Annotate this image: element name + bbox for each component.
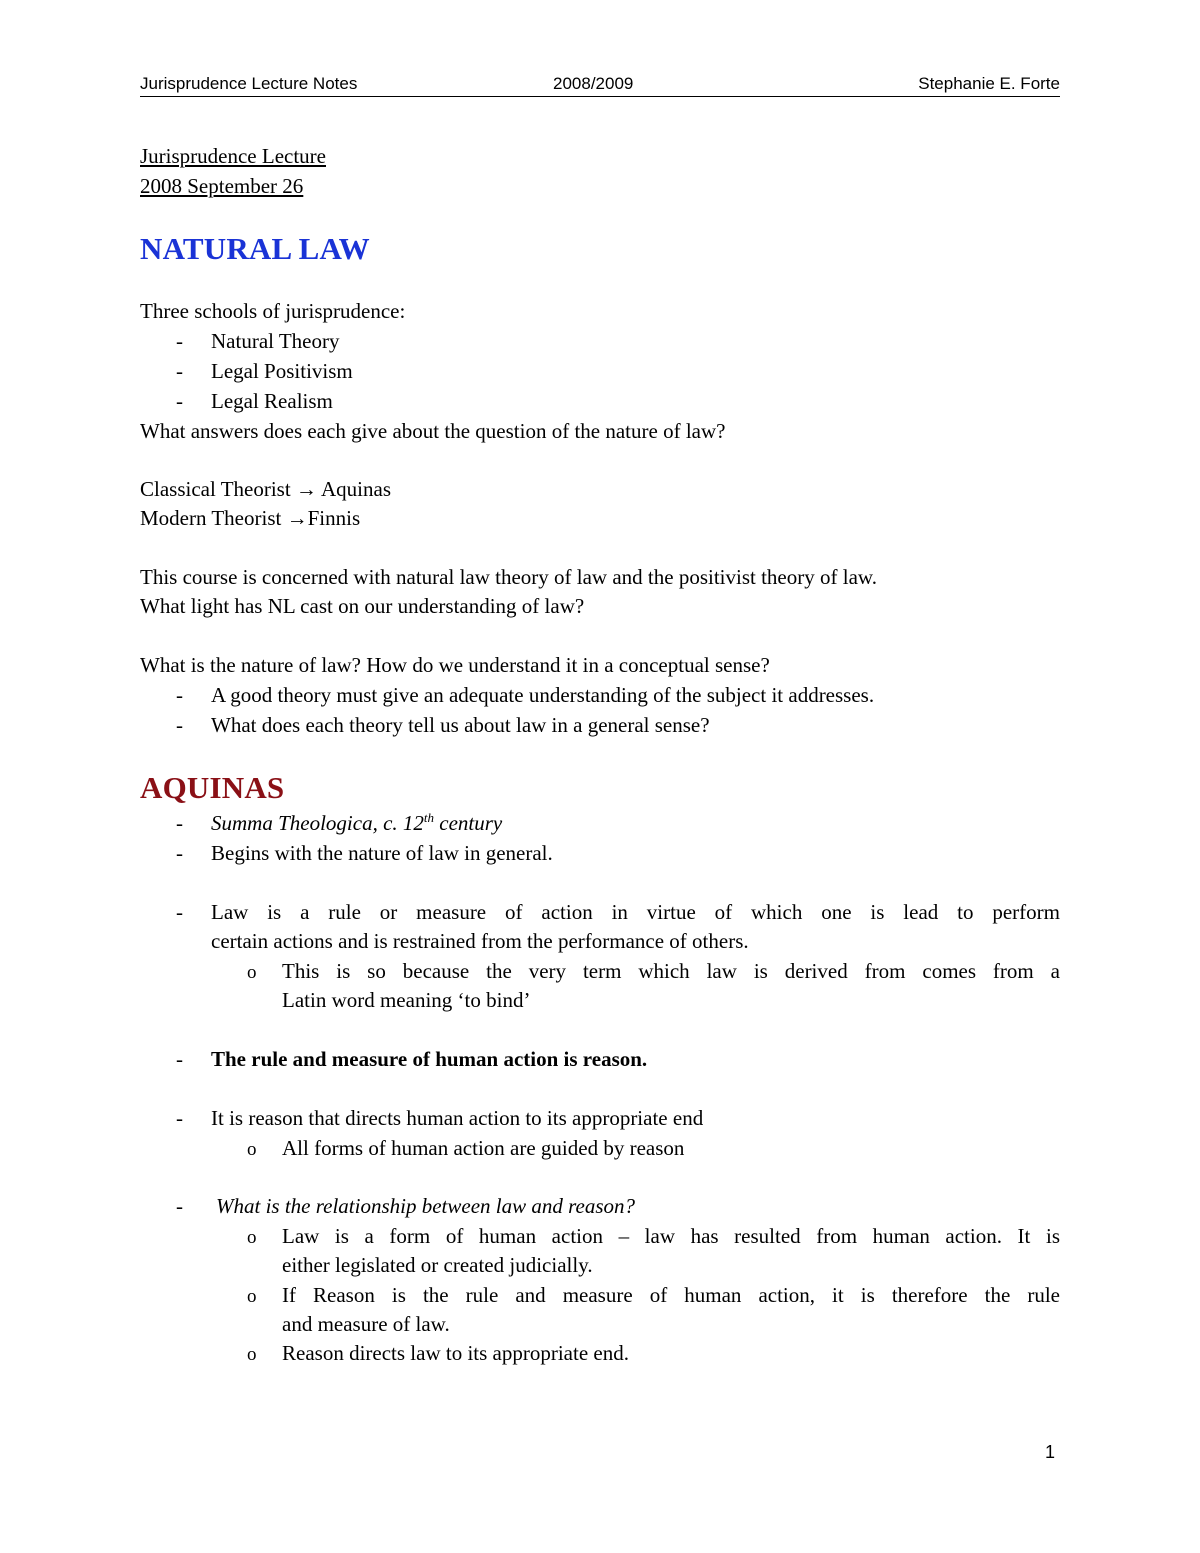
bullet-marker: o bbox=[247, 1286, 257, 1307]
bullet-marker: o bbox=[247, 1139, 257, 1160]
page-number: 1 bbox=[1044, 1442, 1055, 1462]
modern-label: Modern Theorist bbox=[140, 506, 282, 530]
running-header bbox=[140, 72, 1060, 97]
course-question: What light has NL cast on our understanding of law? bbox=[140, 594, 585, 618]
dash-marker: - bbox=[176, 359, 183, 383]
bind-line: Latin word meaning ‘to bind’ bbox=[282, 988, 531, 1012]
relationship-line: Reason directs law to its appropriate end. bbox=[282, 1341, 629, 1365]
modern-theorist-line bbox=[140, 508, 360, 529]
directs-point: It is reason that directs human action to its appropriate end bbox=[211, 1106, 704, 1130]
relationship-line: If Reason is the rule and measure of human action, it is therefore the rule bbox=[282, 1283, 1060, 1307]
arrow-icon: → bbox=[295, 477, 317, 501]
bind-line: This is so because the very term which law is derived from comes from a bbox=[282, 959, 1060, 983]
summa-reference bbox=[211, 810, 503, 835]
summa-text: Summa Theologica, c. 12 bbox=[211, 811, 424, 835]
law-rule-line: Law is a rule or measure of action in virtue of which one is lead to perform bbox=[211, 900, 1060, 924]
classical-theorist-line bbox=[140, 479, 391, 500]
dash-marker: - bbox=[176, 713, 183, 737]
relationship-question: What is the relationship between law and reason? bbox=[216, 1194, 635, 1218]
begins-point: Begins with the nature of law in general. bbox=[211, 841, 553, 865]
classical-name: Aquinas bbox=[321, 477, 392, 501]
bullet-marker: o bbox=[247, 1344, 257, 1365]
relationship-line: Law is a form of human action – law has resulted from human action. It is bbox=[282, 1224, 1060, 1248]
dash-marker: - bbox=[176, 389, 183, 413]
measure-point: The rule and measure of human action is reason. bbox=[211, 1047, 648, 1071]
course-statement: This course is concerned with natural law theory of law and the positivist theory of law. bbox=[140, 565, 877, 589]
school-item: Legal Realism bbox=[211, 389, 333, 413]
header-year: 2008/2009 bbox=[553, 74, 634, 93]
dash-marker: - bbox=[176, 1106, 183, 1130]
school-item: Legal Positivism bbox=[211, 359, 353, 383]
header-title: Jurisprudence Lecture Notes bbox=[140, 74, 358, 93]
aquinas-heading: AQUINAS bbox=[140, 770, 285, 805]
lecture-title: Jurisprudence Lecture bbox=[140, 144, 326, 168]
dash-marker: - bbox=[176, 1047, 183, 1071]
guided-point: All forms of human action are guided by reason bbox=[282, 1136, 685, 1160]
nature-question: What answers does each give about the question of the nature of law? bbox=[140, 419, 726, 443]
dash-marker: - bbox=[176, 841, 183, 865]
nature-of-law-question: What is the nature of law? How do we understand it in a conceptual sense? bbox=[140, 653, 770, 677]
classical-label: Classical Theorist bbox=[140, 477, 291, 501]
nature-point: What does each theory tell us about law in a general sense? bbox=[211, 713, 710, 737]
modern-name: Finnis bbox=[307, 506, 361, 530]
dash-marker: - bbox=[176, 1194, 183, 1218]
dash-marker: - bbox=[176, 900, 183, 924]
dash-marker: - bbox=[176, 811, 183, 835]
natural-law-heading: NATURAL LAW bbox=[140, 231, 370, 266]
bullet-marker: o bbox=[247, 962, 257, 983]
header-author: Stephanie E. Forte bbox=[918, 74, 1060, 93]
relationship-line: and measure of law. bbox=[282, 1312, 450, 1336]
arrow-icon: → bbox=[286, 506, 308, 530]
nature-point: A good theory must give an adequate understanding of the subject it addresses. bbox=[211, 683, 875, 707]
school-item: Natural Theory bbox=[211, 329, 340, 353]
summa-suffix: century bbox=[434, 811, 503, 835]
lecture-date: 2008 September 26 bbox=[140, 174, 304, 198]
law-rule-line: certain actions and is restrained from the performance of others. bbox=[211, 929, 749, 953]
bullet-marker: o bbox=[247, 1227, 257, 1248]
dash-marker: - bbox=[176, 329, 183, 353]
summa-superscript: th bbox=[423, 810, 435, 825]
schools-intro: Three schools of jurisprudence: bbox=[140, 299, 406, 323]
dash-marker: - bbox=[176, 683, 183, 707]
relationship-line: either legislated or created judicially. bbox=[282, 1253, 593, 1277]
